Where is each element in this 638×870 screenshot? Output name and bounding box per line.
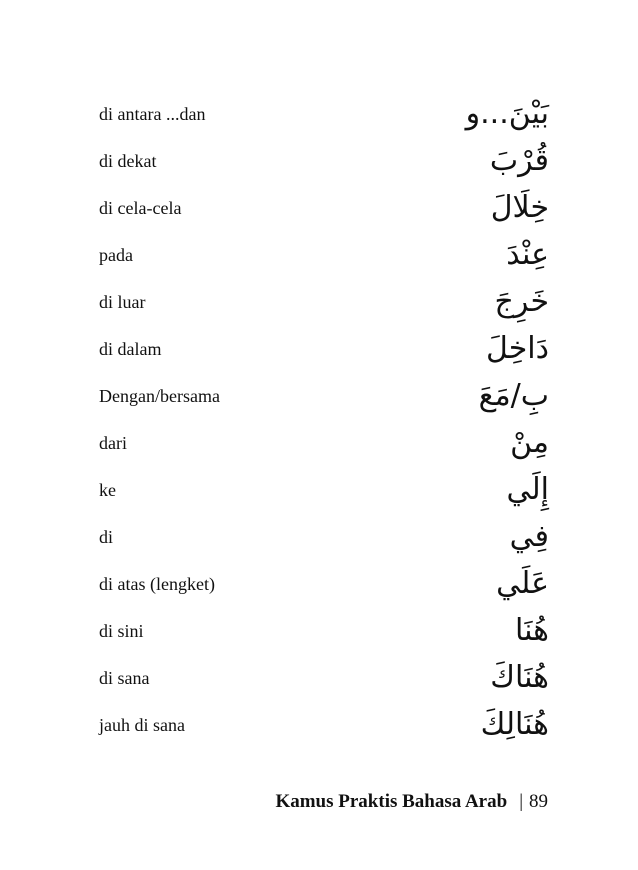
indonesian-term: jauh di sana — [99, 715, 185, 735]
vocab-row — [99, 513, 549, 560]
arabic-term: إِلَي — [506, 472, 549, 507]
indonesian-term: Dengan/bersama — [99, 386, 220, 406]
arabic-term: هُنَاكَ — [490, 660, 549, 695]
indonesian-term: di luar — [99, 292, 146, 312]
vocab-row — [99, 607, 549, 654]
arabic-term: بَيْنَ...و — [465, 96, 549, 131]
vocab-row — [99, 560, 549, 607]
vocab-row — [99, 90, 549, 137]
arabic-term: هُنَا — [514, 613, 549, 648]
vocab-row — [99, 419, 549, 466]
indonesian-term: di — [99, 527, 114, 547]
indonesian-term: di antara ...dan — [99, 104, 206, 124]
indonesian-term: di cela-cela — [99, 198, 182, 218]
indonesian-term: di atas (lengket) — [99, 574, 215, 594]
vocab-row — [99, 701, 549, 748]
book-title: Kamus Praktis Bahasa Arab — [275, 791, 508, 812]
page-footer — [0, 790, 548, 814]
indonesian-term: ke — [99, 480, 116, 500]
indonesian-term: di sini — [99, 621, 144, 641]
arabic-term: مِنْ — [510, 425, 549, 460]
page-number: 89 — [529, 791, 548, 812]
vocab-row — [99, 372, 549, 419]
arabic-term: خِلَالَ — [490, 190, 549, 225]
indonesian-term: pada — [99, 245, 133, 265]
indonesian-term: dari — [99, 433, 127, 453]
vocab-row — [99, 278, 549, 325]
arabic-term: بِ/مَعَ — [478, 378, 549, 413]
vocab-row — [99, 231, 549, 278]
vocab-row — [99, 325, 549, 372]
vocab-row — [99, 466, 549, 513]
arabic-term: عَلَي — [496, 566, 549, 601]
indonesian-term: di dekat — [99, 151, 157, 171]
arabic-term: خَرِجَ — [494, 284, 549, 319]
arabic-term: عِنْدَ — [506, 237, 549, 272]
indonesian-term: di dalam — [99, 339, 162, 359]
arabic-term: فِي — [509, 519, 549, 554]
indonesian-term: di sana — [99, 668, 150, 688]
vocab-row — [99, 184, 549, 231]
vocab-row — [99, 137, 549, 184]
arabic-term: قُرْبَ — [489, 143, 549, 178]
vocabulary-list — [99, 90, 549, 748]
arabic-term: هُنَالِكَ — [480, 707, 549, 742]
footer-separator: | — [519, 791, 523, 812]
arabic-term: دَاخِلَ — [486, 331, 549, 366]
vocab-row — [99, 654, 549, 701]
